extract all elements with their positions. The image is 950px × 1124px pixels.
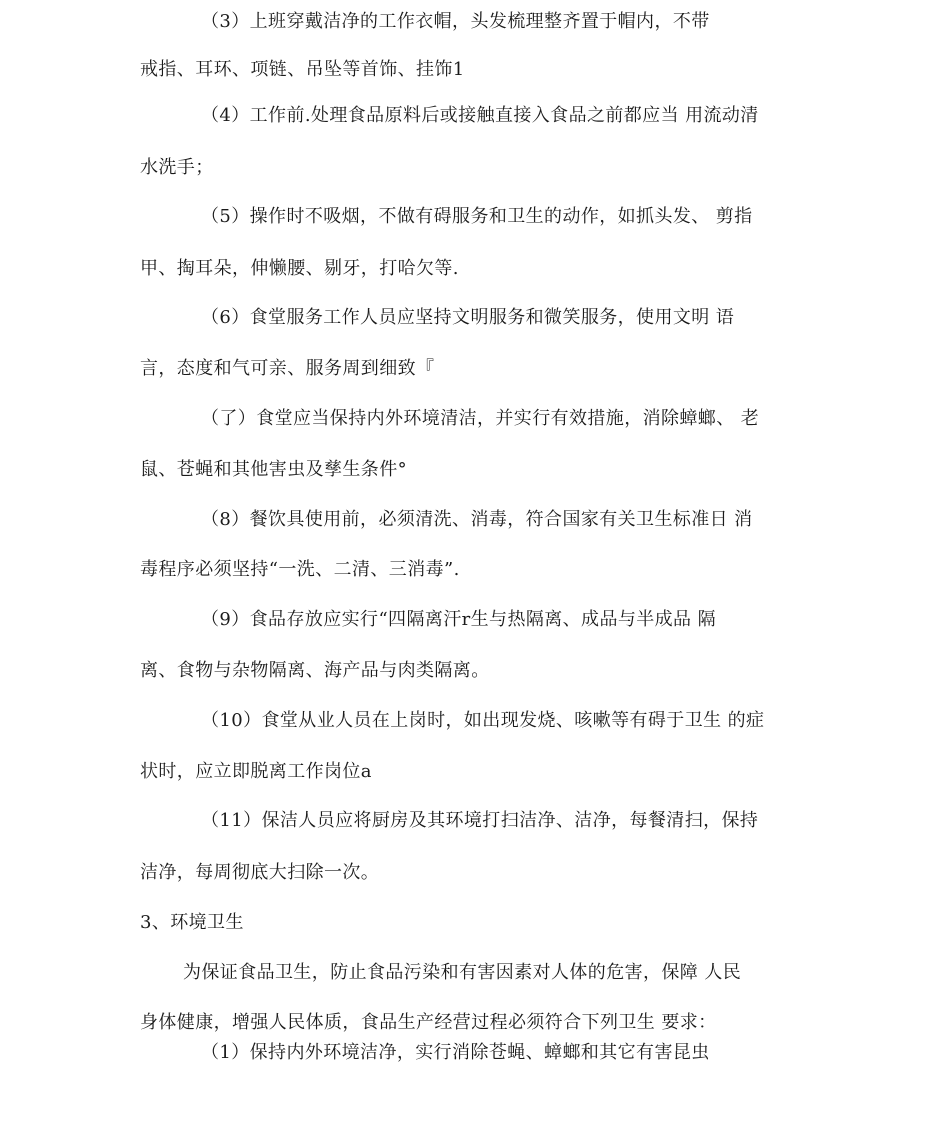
text-line: （了）食堂应当保持内外环境清洁，并实行有效措施，消除蟑螂、 老 (201, 408, 760, 429)
text-line: （8）餐饮具使用前，必须清洗、消毒，符合国家有关卫生标准日 消 (201, 509, 753, 530)
text-line: 甲、掏耳朵，伸懒腰、剔牙，打哈欠等. (140, 258, 459, 279)
text-line: 离、食物与杂物隔离、海产品与肉类隔离。 (140, 660, 490, 681)
text-line: （3）上班穿戴洁净的工作衣帽，头发梳理整齐置于帽内，不带 (201, 11, 710, 32)
text-line: （6）食堂服务工作人员应坚持文明服务和微笑服务，使用文明 语 (201, 307, 735, 328)
text-line: 言，态度和气可亲、服务周到细致『 (140, 358, 435, 379)
text-line: 为保证食品卫生，防止食品污染和有害因素对人体的危害，保障 人民 (183, 962, 742, 983)
text-line: 身体健康，增强人民体质，食品生产经营过程必须符合下列卫生 要求： (140, 1012, 717, 1033)
text-line: （1）保持内外环境洁净，实行消除苍蝇、蟑螂和其它有害昆虫 (201, 1042, 710, 1063)
text-line: 洁净，每周彻底大扫除一次。 (140, 862, 380, 883)
text-line: （9）食品存放应实行“四隔离汗r生与热隔离、成品与半成品 隔 (201, 609, 716, 630)
text-line: （10）食堂从业人员在上岗时，如出现发烧、咳嗽等有碍于卫生 的症 (201, 710, 765, 731)
text-line: 鼠、苍蝇和其他害虫及孳生条件° (140, 459, 407, 480)
text-line: （11）保洁人员应将厨房及其环境打扫洁净、洁净，每餐清扫，保持 (201, 810, 759, 831)
text-line: 状时，应立即脱离工作岗位a (140, 761, 372, 782)
text-line: 毒程序必须坚持“一洗、二清、三消毒”. (140, 559, 460, 580)
text-line: （5）操作时不吸烟，不做有碍服务和卫生的动作，如抓头发、 剪指 (201, 206, 753, 227)
section-heading: 3、环境卫生 (140, 912, 244, 933)
text-line: （4）工作前.处理食品原料后或接触直接入食品之前都应当 用流动清 (201, 105, 759, 126)
text-line: 戒指、耳环、项链、吊坠等首饰、挂饰1 (140, 59, 465, 80)
text-line: 水洗手； (140, 157, 214, 178)
